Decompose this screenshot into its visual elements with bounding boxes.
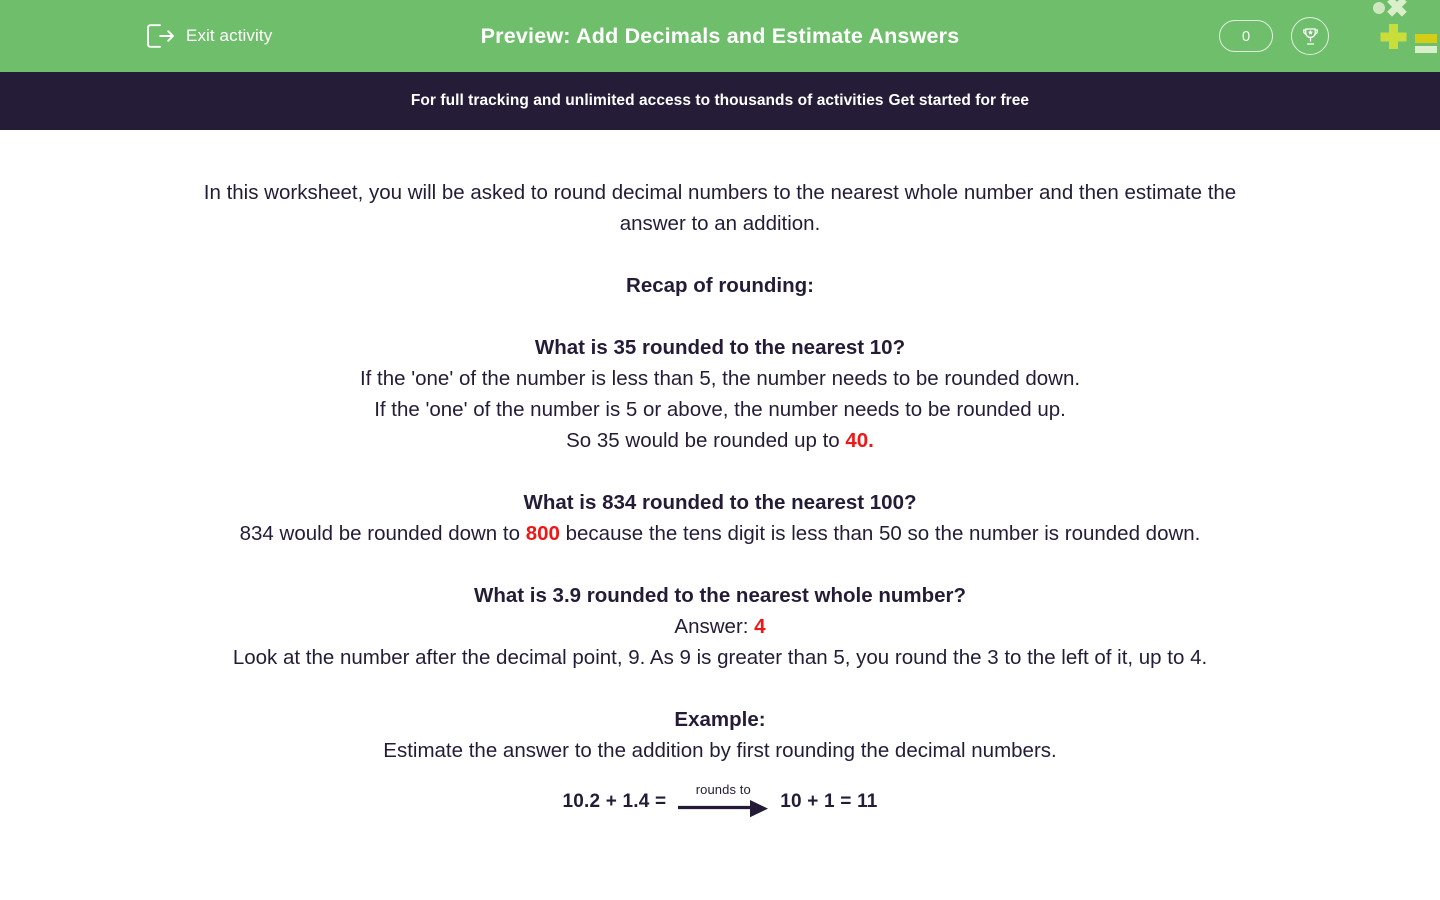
brand-logo-mark: [1362, 0, 1440, 58]
score-badge[interactable]: [1219, 20, 1273, 52]
question-3-9-block: [80, 580, 1360, 673]
equation-right: 10 + 1 = 11: [780, 791, 878, 812]
exit-activity-button[interactable]: [145, 0, 272, 72]
question-834-text-after: because the tens digit is less than 50 so the number is rounded down.: [559, 522, 1201, 545]
question-35-conclusion-text: So 35 would be rounded up to: [566, 429, 846, 452]
rounds-to-arrow: [678, 784, 770, 818]
question-3-9-explanation: Look at the number after the decimal point, 9. As 9 is greater than 5, you round the 3 to the left of it, up to 4.: [232, 646, 1208, 669]
question-834-explanation: [80, 518, 1360, 549]
worksheet-body: [0, 177, 1440, 820]
question-35-rule-down: If the 'one' of the number is less than 5, the number needs to be rounded down.: [359, 367, 1081, 390]
question-35-block: [80, 332, 1360, 456]
trophy-icon: [1300, 26, 1321, 47]
question-35-heading: What is 35 rounded to the nearest 10?: [534, 336, 906, 359]
spacer: [80, 673, 1360, 704]
exit-activity-label: Exit activity: [186, 26, 273, 45]
score-value: 0: [1241, 27, 1251, 45]
example-heading: Example:: [674, 708, 766, 731]
promo-banner: [0, 72, 1440, 130]
rounds-to-label: rounds to: [695, 782, 751, 797]
promo-message: For full tracking and unlimited access to thousands of activities: [410, 92, 884, 109]
question-3-9-answer-line: [80, 611, 1360, 642]
question-35-conclusion: [80, 425, 1360, 456]
example-equation: [80, 784, 1360, 820]
question-35-rule-up: If the 'one' of the number is 5 or above, the number needs to be rounded up.: [374, 398, 1066, 421]
recap-heading: Recap of rounding:: [626, 274, 814, 297]
example-instruction: Estimate the answer to the addition by first rounding the decimal numbers.: [383, 739, 1057, 762]
page-title: Preview: Add Decimals and Estimate Answers: [480, 23, 960, 48]
equation-left: 10.2 + 1.4 =: [562, 791, 667, 812]
example-block: [80, 704, 1360, 820]
spacer: [80, 456, 1360, 487]
spacer: [80, 301, 1360, 332]
exit-door-arrow-icon: [145, 23, 175, 49]
question-834-block: [80, 487, 1360, 549]
header-actions: [1219, 0, 1329, 72]
question-834-heading: What is 834 rounded to the nearest 100?: [523, 491, 917, 514]
spacer: [80, 239, 1360, 270]
worksheet-intro: In this worksheet, you will be asked to round decimal numbers to the nearest whole number and then estimate the answer to an addition.: [203, 181, 1237, 235]
spacer: [80, 549, 1360, 580]
question-35-answer: 40.: [845, 429, 874, 452]
arrow-right-icon: [678, 800, 770, 818]
trophy-button[interactable]: [1291, 17, 1329, 55]
question-3-9-answer-label: Answer:: [674, 615, 755, 638]
app-header: [0, 0, 1440, 72]
question-834-text-before: 834 would be rounded down to: [239, 522, 526, 545]
question-3-9-answer: 4: [754, 615, 766, 638]
question-834-answer: 800: [525, 522, 560, 545]
get-started-link[interactable]: Get started for free: [888, 92, 1030, 109]
recap-section: [80, 270, 1360, 301]
question-3-9-heading: What is 3.9 rounded to the nearest whole number?: [473, 584, 967, 607]
